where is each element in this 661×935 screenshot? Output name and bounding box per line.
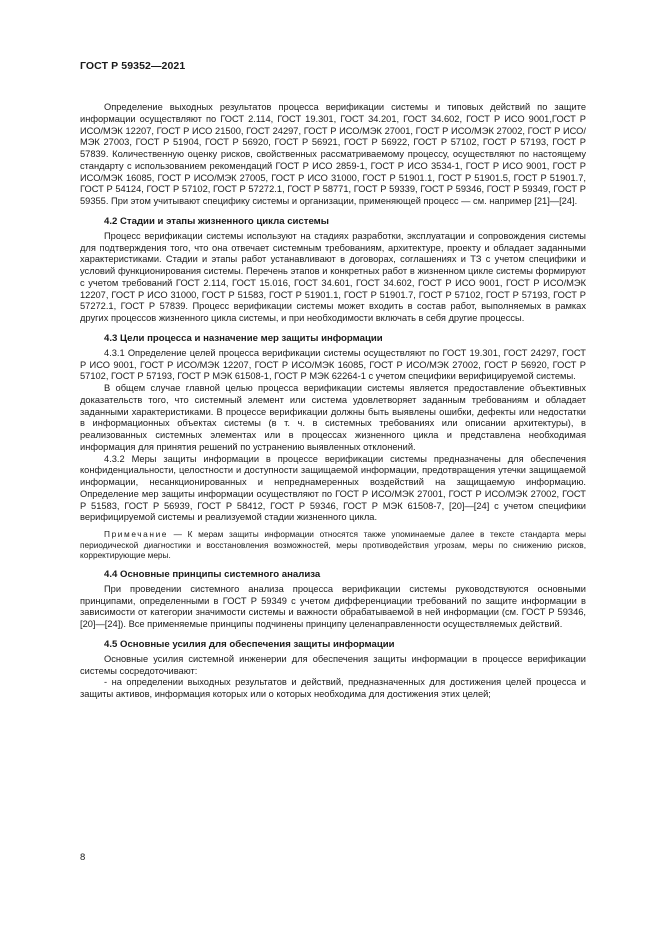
note-text: — К мерам защиты информации относятся также упоминаемые далее в тексте стандарта меры периодической диагностики и восстановления возможностей, меры противодействия угрозам, меры по снижению рисков, корректирующие меры. xyxy=(80,529,586,561)
page-number: 8 xyxy=(80,852,86,863)
paragraph-4-2: Процесс верификации системы используют на стадиях разработки, эксплуатации и сопровождения системы для подтверждения того, что она отвечает системным требованиям, архитектуре, проекту и обладает заданными характеристиками. Стадии и этапы работ устанавливают в договорах, соглашениях и ТЗ с учетом специфики и условий функционирования системы. Перечень этапов и конкретных работ в жизненном цикле системы формируют с учетом требований ГОСТ 2.114, ГОСТ 15.016, ГОСТ 34.601, ГОСТ 34.602, ГОСТ Р ИСО 9001, ГОСТ Р ИСО/МЭК 12207, ГОСТ Р ИСО 31000, ГОСТ Р 51583, ГОСТ Р 51901.1, ГОСТ Р 51901.7, ГОСТ Р 57102, ГОСТ Р 57193, ГОСТ Р 57272.1, ГОСТ Р 57839. Процесс верификации системы может входить в состав работ, выполняемых в рамках других процессов жизненного цикла системы, и при необходимости включать в себя другие процессы. xyxy=(80,230,586,323)
list-item-4-5-1: - на определении выходных результатов и действий, предназначенных для достижения целей процесса и защиты активов, информация которых или о которых необходима для достижения этих целей; xyxy=(80,677,586,700)
paragraph-4-3-1-general: В общем случае главной целью процесса верификации системы является предоставление объективных доказательств того, что системный элемент или система удовлетворяет заданным требованиям и обладает заданными характеристиками. В процессе верификации должны быть выявлены ошибки, дефекты или недостатки в информационных объектах системы (в т. ч. в системных требованиях или описании архитектуры), в реализованных системных элементах или в процессах жизненного цикла и представлена необходимая информация для принятия решений по устранению выявленных отклонений. xyxy=(80,383,586,452)
paragraph-4-4: При проведении системного анализа процесса верификации системы руководствуются основными принципами, определенными в ГОСТ Р 59349 с учетом дифференциации требований по защите информации в зависимости от категории значимости системы и важности обрабатываемой в ней информации (см. ГОСТ Р 59346, [20]—[24]). Все применяемые принципы подчинены принципу целенаправленности осуществляемых действий. xyxy=(80,583,586,630)
section-heading-4-2: 4.2 Стадии и этапы жизненного цикла системы xyxy=(104,215,329,227)
paragraph-intro: Определение выходных результатов процесса верификации системы и типовых действий по защите информации осуществляют по ГОСТ 2.114, ГОСТ 19.301, ГОСТ 34.201, ГОСТ 34.602, ГОСТ Р ИСО 9001,ГОСТ Р ИСО/МЭК 12207, ГОСТ Р ИСО 21500, ГОСТ 24297, ГОСТ Р ИСО/МЭК 27001, ГОСТ Р ИСО/МЭК 27002, ГОСТ Р ИСО/МЭК 27003, ГОСТ Р 51904, ГОСТ Р 56920, ГОСТ Р 56921, ГОСТ Р 56922, ГОСТ Р 57102, ГОСТ Р 57193, ГОСТ Р 57839. Количественную оценку рисков, свойственных рассматриваемому процессу, осуществляют по настоящему стандарту с использованием рекомендаций ГОСТ Р ИСО 2859-1, ГОСТ Р ИСО 3534-1, ГОСТ Р ИСО 9001, ГОСТ Р ИСО/МЭК 16085, ГОСТ Р ИСО/МЭК 27005, ГОСТ Р ИСО 31000, ГОСТ Р 51901.1, ГОСТ Р 51901.5, ГОСТ Р 51901.7, ГОСТ Р 54124, ГОСТ Р 57102, ГОСТ Р 57272.1, ГОСТ Р 58771, ГОСТ Р 59339, ГОСТ Р 59346, ГОСТ Р 59349, ГОСТ Р 59355. При этом учитывают специфику системы и организации, применяющей процесс — см. например [21]—[24]. xyxy=(80,102,586,206)
section-heading-4-3: 4.3 Цели процесса и назначение мер защиты информации xyxy=(104,332,383,344)
document-body xyxy=(80,102,586,701)
paragraph-4-5: Основные усилия системной инженерии для обеспечения защиты информации в процессе верификации системы сосредоточивают: xyxy=(80,653,586,676)
note-label: Примечание xyxy=(104,529,169,539)
section-heading-4-4: 4.4 Основные принципы системного анализа xyxy=(104,568,321,580)
section-heading-4-5: 4.5 Основные усилия для обеспечения защиты информации xyxy=(104,638,395,650)
note xyxy=(80,529,586,561)
paragraph-4-3-1: 4.3.1 Определение целей процесса верификации системы осуществляют по ГОСТ 19.301, ГОСТ 24297, ГОСТ Р ИСО 9001, ГОСТ Р ИСО/МЭК 12207, ГОСТ Р ИСО/МЭК 16085, ГОСТ Р ИСО/МЭК 27002, ГОСТ Р 56920, ГОСТ Р 57102, ГОСТ Р 57193, ГОСТ Р МЭК 61508-1, ГОСТ Р МЭК 62264-1 с учетом специфики верифицируемой системы. xyxy=(80,347,586,382)
standard-header: ГОСТ Р 59352—2021 xyxy=(80,60,186,72)
paragraph-4-3-2: 4.3.2 Меры защиты информации в процессе верификации системы предназначены для обеспечения конфиденциальности, целостности и доступности защищаемой информации, предотвращения утечки защищаемой информации, несанкционированных и непреднамеренных воздействий на защищаемую информацию. Определение мер защиты информации осуществляют по ГОСТ Р ИСО/МЭК 27001, ГОСТ Р ИСО/МЭК 27002, ГОСТ Р 51583, ГОСТ Р 56939, ГОСТ Р 58412, ГОСТ Р 59346, ГОСТ Р МЭК 61508-7, [20]—[24] с учетом специфики верифицируемой системы и реализуемой стадии жизненного цикла. xyxy=(80,453,586,523)
